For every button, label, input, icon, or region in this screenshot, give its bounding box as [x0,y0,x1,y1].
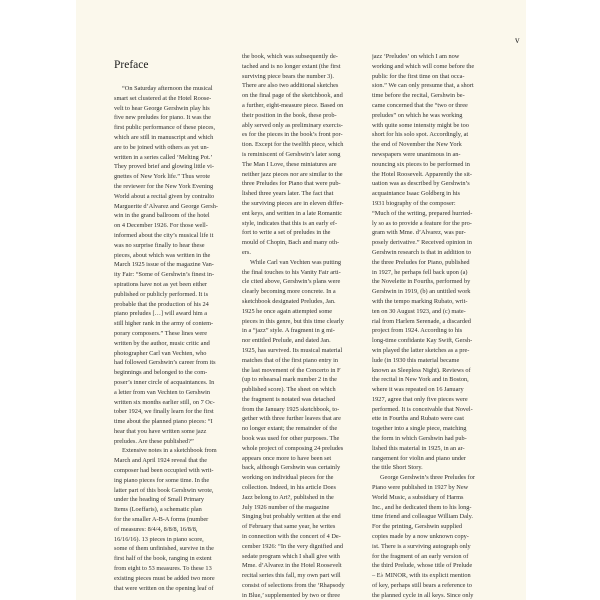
text-line: ent keys, and written in a late Romantic [242,209,343,217]
text-line: written by the author, music critic and [114,339,210,347]
text-line: 16/16/16). 13 pieces in piano score, [114,535,204,543]
text-line: 1925, has survived. Its musical material [242,346,343,354]
text-line: informed about the city’s musical life it [114,231,214,239]
text-line: nor entitled Prelude, and dated Jan. [242,337,331,345]
text-line: matches that of the first piano entry in [242,356,338,364]
text-line: cember 1926: “In the very dignified and [242,542,344,550]
text-line: ist. There is a surviving autograph only [372,542,471,550]
text-line: gram with Mme. d’Alvarez, was pur- [372,229,466,237]
text-line: March and April 1924 reveal that the [114,457,208,465]
text-line: World about a recital given by contralto [114,192,215,200]
text-column-1 [114,84,235,593]
text-line: first half of the book, ranging in extent [114,555,212,563]
book-page [76,0,526,600]
text-line: For the printing, Gershwin supplied [372,523,463,531]
text-line: 1927, agree that only five pieces were [372,395,468,403]
text-line: tion. Except for the twelfth piece, which [242,141,344,149]
text-line: – E♭ MINOR, with its explicit mention [372,572,471,580]
text-line: in connection with the concert of 4 De- [242,533,341,541]
text-line: While Carl van Vechten was putting [250,258,341,266]
text-line: time about the planned piano pieces: “I [114,418,213,426]
text-line: the book, which was subsequently de- [242,53,338,60]
text-line: appears once more to have been set [242,454,332,462]
text-line: first public performance of these pieces, [114,124,216,132]
text-line: ly so as to provide a feature for the pro- [372,219,472,227]
text-line: probable that the production of his 24 [114,300,209,308]
text-line: Jazz belong to Art?, published in the [242,493,334,501]
text-line: performed. It is conceivable that Novel- [372,405,473,413]
text-line: on the final page of the sketchbook, and [242,92,343,100]
text-line: spirations have not as yet been either [114,280,208,288]
text-line: Gershwin research is that in addition to [372,248,471,256]
text-line: of key, perhaps still bears a reference to [372,582,472,590]
text-line: consist of selections from the ‘Rhapsody [242,582,345,590]
text-line: published score). The sheet on which [242,386,336,394]
text-line: piano preludes […] will award him a [114,310,208,318]
text-line: fort to write a set of preludes in the [242,229,331,237]
text-line: surviving piece bears the number 3). [242,72,334,80]
text-line: working on individual pieces for the [242,474,334,482]
text-line: Inc., and he dedicated them to his long- [372,503,472,511]
text-line: in 1927, he perhaps fell back upon (a) [372,268,468,276]
text-line: jazz ‘Preludes’ on which I am now [372,53,460,60]
text-line: July 1926 number of the magazine [242,503,330,511]
text-line: World Music, a subsidiary of Harms [372,493,464,501]
text-line: written in a series called ‘Melting Pot.’ [114,153,213,161]
text-line: copies made by a now unknown copy- [372,533,469,541]
text-line: the three Preludes for Piano, published [372,258,470,266]
text-line: latter part of this book Gershwin wrote, [114,486,214,494]
text-line: a letter from van Vechten to Gershwin [114,388,211,396]
text-line: sketchbook designated Preludes, Jan. [242,297,336,305]
text-line: porary composers.” These lines were [114,329,208,337]
text-line: their position in the book, these prob- [242,111,337,119]
section-heading: Preface [114,59,149,71]
text-line: together into a single piece, matching [372,425,467,433]
text-line: velt to hear George Gershwin play his [114,104,210,112]
text-line: whole project of composing 24 preludes [242,444,344,452]
text-line: with quite some intensity might be too [372,121,469,129]
text-line: Piano were published in 1927 by New [372,484,469,492]
text-line: the last movement of the Concerto in F [242,366,341,374]
text-line: public for the first time on that occa- [372,72,465,80]
text-line: tached and is no longer extant (the first [242,62,341,70]
text-line: There are also two additional sketches [242,82,339,90]
text-line: the final touches to his Vanity Fair arti- [242,268,341,276]
text-line: win played the latter sketches as a pre- [372,346,470,354]
text-line: a further, eight-measure piece. Based on [242,101,344,109]
text-line: with the tempo marking Rubato, writ- [372,297,468,305]
text-line: Extensive notes in a sketchbook from [122,447,217,455]
text-line: 1925 he once again attempted some [242,307,333,315]
text-line: the form in which Gershwin had pub- [372,435,467,443]
text-line: mould of Chopin, Bach and many oth- [242,239,340,247]
text-line: in a “jazz” style. A fragment in g mi- [242,327,335,335]
text-line: win in the grand ballroom of the hotel [114,212,210,220]
text-line: the reviewer for the New York Evening [114,182,214,190]
text-line: preludes” on which he was working [372,111,463,119]
text-line: lished three years later. The fact that [242,190,334,198]
text-line: “On Saturday afternoon the musical [122,85,213,92]
text-line: posely derivative.” Received opinion in [372,239,472,247]
text-line: the surviving pieces are in eleven differ- [242,199,344,207]
text-line: the third Prelude, whose title of Prelude [372,562,473,570]
page-number: v [515,35,520,45]
text-line: time friend and colleague William Daly. [372,513,473,521]
text-column-3 [372,52,493,600]
text-line: Items (Loeffaris), a schematic plan [114,506,202,514]
text-line: written six months earlier still, on 7 Oc- [114,398,215,406]
text-line: neither jazz pieces nor are similar to the [242,170,343,178]
text-line: the end of November the New York [372,141,462,149]
text-line: Gershwin in 1919, (b) an untitled work [372,288,471,296]
text-line: short for his solo spot. Accordingly, at [372,131,469,139]
text-line: gnettes of New York life.” Thus wrote [114,173,211,181]
text-line: pieces, about which was written in the [114,251,211,259]
text-line: ette in Fourths and Rubato were cast [372,415,464,423]
text-line: in Blue,’ supplemented by two or three [242,591,340,599]
text-line: George Gershwin’s three Preludes for [380,474,476,482]
text-line: hear that you have written some jazz [114,427,207,435]
text-line: clearly becoming more concrete. In a [242,288,336,296]
text-line: sion.” We can only presume that, a short [372,82,474,90]
text-line: still higher rank in the army of contem- [114,320,214,328]
text-line: tober 1924, we finally learn for the first [114,408,214,416]
text-line: gether with three further leaves that are [242,415,341,423]
text-line: book was used for other purposes. The [242,435,340,443]
text-line: where it was repeated on 16 January [372,386,464,394]
text-line: lished this material in 1925, in an ar- [372,444,465,452]
text-line: sedate program which I shall give with [242,552,340,560]
text-line: the Hotel Roosevelt. Apparently the sit- [372,170,473,178]
text-line: collection. Indeed, in his article Does [242,484,336,492]
text-line: beginnings and belonged to the com- [114,369,208,377]
text-line: published or publicly performed. It is [114,290,209,298]
text-line: from the January 1925 sketchbook, to- [242,405,340,413]
text-line: ten on 30 August 1923, and (c) mate- [372,307,466,315]
text-line: that were written on the opening leaf of [114,584,214,592]
text-line: nouncing six pieces to be performed in [372,160,470,168]
text-line: for the fragment of an early version of [372,552,469,560]
text-column-2 [242,52,363,600]
text-line: time before the recital, Gershwin be- [372,92,465,100]
text-line: on 4 December 1926. For those well- [114,222,208,230]
text-line: 1931 biography of the composer: [372,199,456,207]
text-line: es for the pieces in the book’s front por- [242,131,343,139]
text-line: The Man I Love, these miniatures are [242,160,337,168]
text-line: smart set clustered at the Hotel Roose- [114,94,212,102]
text-line: rangement for violin and piano under [372,454,466,462]
text-line: back, although Gershwin was certainly [242,464,341,472]
text-line: came concerned that the “two or three [372,101,468,109]
text-line: known as Sleepless Night). Reviews of [372,366,471,374]
text-line: working and which will come before the [372,62,475,70]
text-line: cle cited above, Gershwin’s plans were [242,278,341,286]
text-line: style, indicates that this is an early ef- [242,219,338,227]
text-line: was no surprise finally to hear these [114,241,205,249]
text-line: no longer extant; the remainder of the [242,425,338,433]
text-line: Singing but probably written at the end [242,513,341,521]
text-line: of measures: 8/4/4, 8/8/8, 16/8/8, [114,525,198,533]
text-line: for the smaller A-B-A forms (number [114,516,209,524]
text-line: acquaintance Isaac Goldberg in his [372,190,461,198]
text-line: some of them unfinished, survive in the [114,545,214,553]
text-line: They proved brief and glowing little vi- [114,163,215,171]
text-line: the Novelette in Fourths, performed by [372,278,471,286]
text-line: pieces in this genre, but this time clearly [242,317,344,325]
text-line: March 1925 issue of the magazine Van- [114,261,214,269]
text-line: the fragment is notated was detached [242,395,336,403]
text-line: photographer Carl van Vechten, who [114,349,207,357]
text-line: had followed Gershwin’s career from its [114,359,216,367]
text-line: of February that same year, he writes [242,523,336,531]
text-line: poser’s inner circle of acquaintances. In [114,378,215,386]
text-line: which are still in manuscript and which [114,133,214,141]
text-line: the recital in New York and in Boston, [372,376,469,384]
text-line: ity Fair: “Some of Gershwin’s finest in- [114,271,215,279]
text-line: lude (in 1930 this material became [372,356,460,364]
text-line: five new preludes for piano. It was the [114,114,211,122]
text-line: long-time confidante Kay Swift, Gersh- [372,337,473,345]
text-line: (up to rehearsal mark number 2 in the [242,376,337,384]
text-line: uation was as described by Gershwin’s [372,180,470,188]
text-line: are to be joined with others as yet un- [114,143,209,151]
text-line: “Much of the writing, prepared hurried- [372,209,473,217]
text-line: preludes. Are these published?” [114,437,194,445]
text-line: Marguerite d’Alvarez and George Gersh- [114,202,218,210]
text-line: is reminiscent of Gershwin’s later song [242,150,341,158]
text-line: the planned cycle in all keys. Since only [372,591,474,599]
text-line: ably served only as preliminary exercis- [242,121,343,129]
text-line: from eight to 53 measures. To these 13 [114,565,212,573]
text-line: rial from Harlem Serenade, a discarded [372,317,471,325]
text-line: project from 1924. According to his [372,327,463,335]
text-line: recital series this fall, my own part will [242,572,341,580]
text-line: ers. [242,248,251,256]
text-line: the title Short Story. [372,464,423,472]
text-line: under the heading of Small Primary [114,496,205,504]
text-line: Mme. d’Alvarez in the Hotel Roosevelt [242,562,342,570]
text-line: newspapers were unanimous in an- [372,150,461,158]
text-line: three Preludes for Piano that were pub- [242,180,341,188]
text-line: ing piano pieces for some time. In the [114,476,210,484]
text-line: existing pieces must be added two more [114,574,215,582]
text-line: composer had been occupied with writ- [114,467,214,475]
